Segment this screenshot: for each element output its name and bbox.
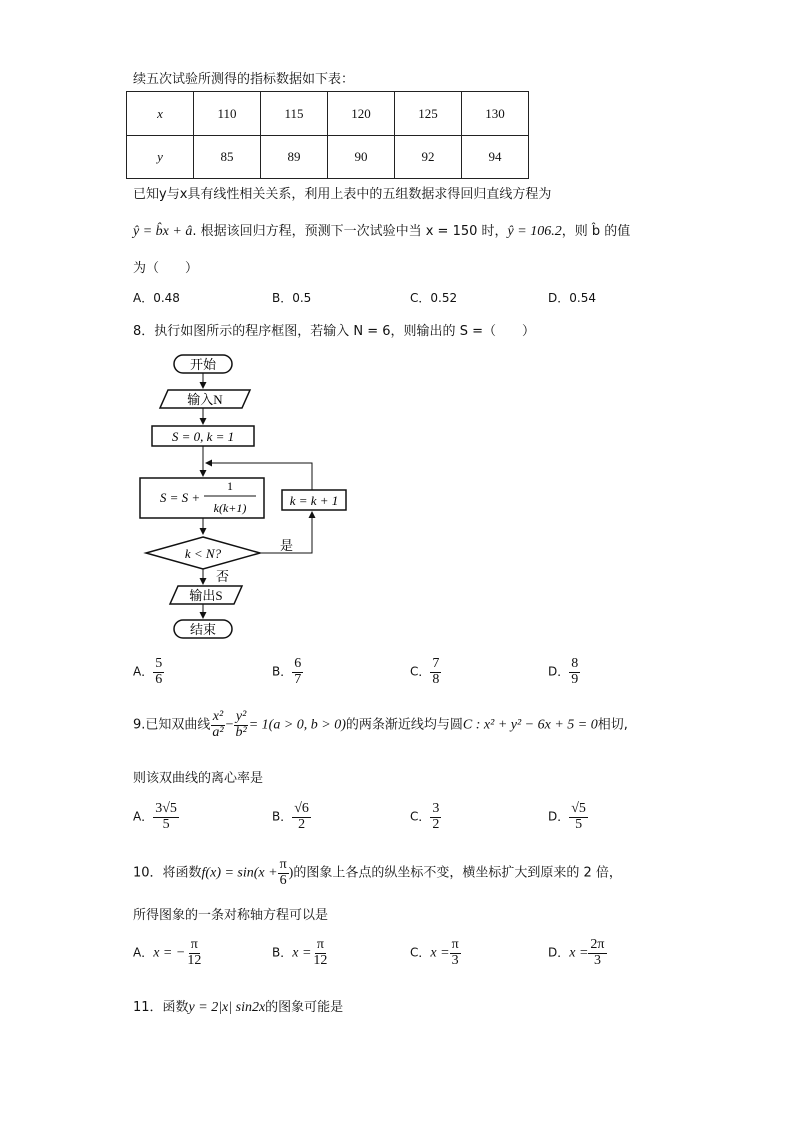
q9-line2: 则该双曲线的离心率是: [133, 771, 264, 786]
flow-yes-label: 是: [280, 539, 294, 554]
function-expression: f(x) = sin(x +: [201, 865, 278, 881]
option-letter: C．: [410, 809, 431, 824]
q7-line2: [133, 220, 630, 240]
q7-intro: 续五次试验所测得的指标数据如下表：: [133, 72, 355, 87]
q8-stem: 8．执行如图所示的程序框图，若输入 N = 6，则输出的 S =（ ）: [133, 324, 535, 339]
q9-stem-pre: 9.已知双曲线: [133, 717, 211, 733]
option-fraction: $\frac{3√5}{5}$: [155, 801, 177, 832]
table-row-y: [127, 136, 529, 179]
option-fraction: $\frac{\pi}{12}$: [313, 937, 328, 968]
flow-update-num: 1: [227, 479, 233, 493]
option-letter: B．: [272, 809, 293, 824]
option-fraction: $\frac{8}{9}$: [571, 656, 579, 687]
flow-update-left: S = S +: [159, 490, 201, 505]
table-cell: 92: [395, 136, 462, 179]
q10-option-c: C．x = $\frac{\pi}{3}$: [410, 937, 459, 968]
table-cell: 90: [328, 136, 395, 179]
option-fraction: $\frac{√6}{2}$: [294, 801, 309, 832]
q10-option-d: D．x = $\frac{2\pi}{3}$: [548, 937, 605, 968]
prediction-equation: ŷ = 106.2: [507, 224, 562, 239]
hyperbola-frac-x: $\frac{\text{x²}}{\text{a²}}$: [212, 709, 224, 740]
q9-option-b: [272, 802, 311, 832]
option-fraction: $\frac{3}{2}$: [432, 801, 440, 832]
flow-condition-label: k < N?: [184, 546, 222, 561]
table-cell: 130: [462, 92, 529, 136]
table-cell: 120: [328, 92, 395, 136]
q9-stem-end: 相切,: [597, 717, 628, 733]
q10-stem: [133, 858, 622, 888]
regression-equation: ŷ = b̂x + â: [133, 224, 193, 239]
function-expression: y = 2|x| sin2x: [188, 1000, 266, 1015]
q8-option-d: [548, 657, 580, 687]
option-letter: A．: [133, 945, 154, 960]
flow-increment-label: k = k + 1: [289, 493, 339, 508]
table-cell: 94: [462, 136, 529, 179]
q7-option-b: B．0.5: [272, 291, 312, 305]
table-cell: 115: [261, 92, 328, 136]
flow-update-den: k(k+1): [213, 501, 247, 515]
q7-line3: 为（ ）: [133, 261, 199, 276]
flow-output-label: 输出S: [189, 588, 223, 603]
q9-stem: [133, 710, 628, 740]
circle-equation: C : x² + y² − 6x + 5 = 0: [462, 717, 598, 733]
q7-line2-end: ，则 b̂ 的值: [561, 224, 631, 239]
q7-option-a: A．0.48: [133, 291, 180, 305]
flow-start-label: 开始: [189, 358, 217, 373]
option-fraction: $\frac{6}{7}$: [294, 656, 302, 687]
option-letter: C．: [410, 664, 431, 679]
q7-line2-text: . 根据该回归方程，预测下一次试验中当 x = 150 时，: [192, 224, 508, 239]
option-letter: D．: [548, 945, 570, 960]
option-fraction: $\frac{7}{8}$: [432, 656, 440, 687]
q11-stem-end: 的图象可能是: [265, 1000, 344, 1015]
table-cell: 89: [261, 136, 328, 179]
table-header-y: y: [127, 136, 194, 179]
q10-stem-pre: 10．将函数: [133, 865, 202, 881]
q9-option-a: [133, 802, 179, 832]
flow-input-label: 输入N: [187, 392, 223, 407]
hyperbola-frac-y: $\frac{\text{y²}}{\text{b²}}$: [235, 709, 247, 740]
q8-option-c: [410, 657, 441, 687]
minus-sign: −: [225, 717, 234, 733]
q10-line2: 所得图象的一条对称轴方程可以是: [133, 908, 329, 923]
q8-option-a: [133, 657, 164, 687]
hyperbola-condition: = 1(a > 0, b > 0): [248, 717, 346, 733]
q7-option-d: D．0.54: [548, 291, 596, 305]
table-row-x: [127, 92, 529, 136]
option-fraction: $\frac{\pi}{3}$: [451, 937, 459, 968]
option-fraction: $\frac{2\pi}{3}$: [590, 937, 605, 968]
flow-no-label: 否: [216, 570, 230, 585]
flowchart: [130, 350, 360, 645]
q10-stem-end: 的图象上各点的纵坐标不变，横坐标扩大到原来的 2 倍，: [293, 865, 622, 881]
table-cell: 110: [194, 92, 261, 136]
q11-stem: [133, 996, 343, 1016]
flow-init-label: S = 0, k = 1: [171, 429, 235, 444]
data-table: [126, 91, 529, 179]
option-fraction: $\frac{\pi}{12}$: [187, 937, 202, 968]
q7-option-c: C．0.52: [410, 291, 458, 305]
q11-stem-pre: 11．函数: [133, 1000, 189, 1015]
q8-option-b: [272, 657, 303, 687]
table-cell: 125: [395, 92, 462, 136]
function-close: ): [288, 865, 294, 881]
q7-line1: 已知y与x具有线性相关关系，利用上表中的五组数据求得回归直线方程为: [133, 187, 552, 202]
q10-option-a: A．x = − $\frac{\pi}{12}$: [133, 937, 202, 968]
table-cell: 85: [194, 136, 261, 179]
q9-option-c: [410, 802, 441, 832]
function-fraction: $\frac{\pi}{6}$: [279, 857, 287, 888]
q9-option-d: [548, 802, 588, 832]
option-letter: B．: [272, 945, 293, 960]
option-fraction: $\frac{√5}{5}$: [571, 801, 586, 832]
table-header-x: x: [127, 92, 194, 136]
option-letter: A．: [133, 664, 154, 679]
flow-end-label: 结束: [189, 622, 217, 637]
option-letter: D．: [548, 664, 570, 679]
option-letter: B．: [272, 664, 293, 679]
q10-option-b: B．x = $\frac{\pi}{12}$: [272, 937, 328, 968]
option-letter: A．: [133, 809, 154, 824]
q9-stem-mid: 的两条渐近线均与圆: [345, 717, 463, 733]
option-letter: C．: [410, 945, 431, 960]
option-letter: D．: [548, 809, 570, 824]
option-fraction: $\frac{5}{6}$: [155, 656, 163, 687]
